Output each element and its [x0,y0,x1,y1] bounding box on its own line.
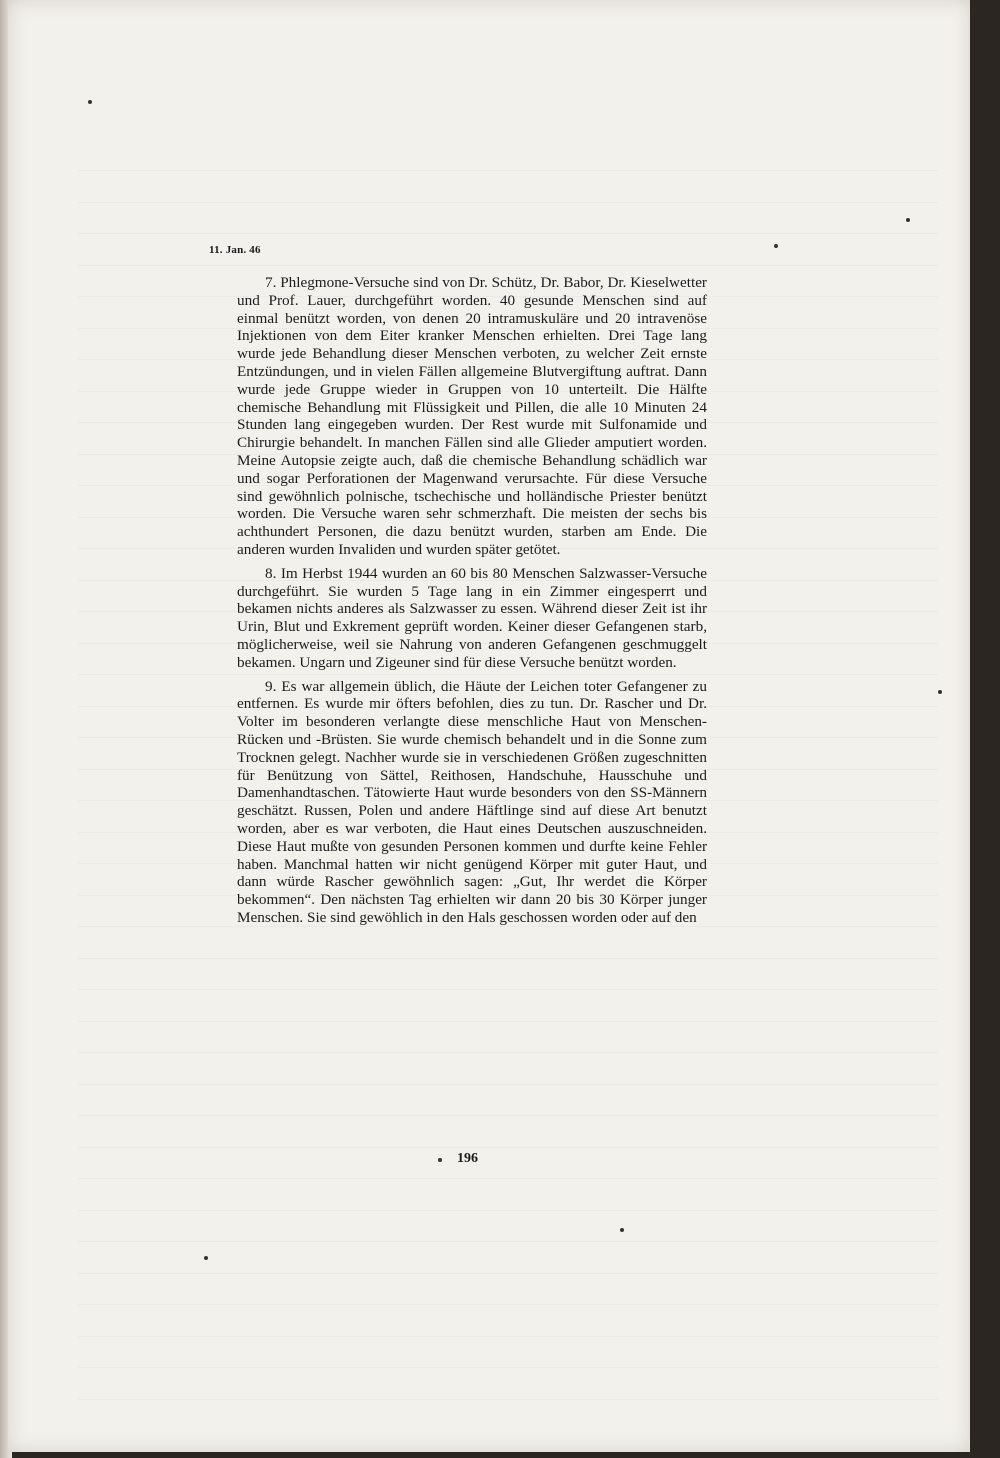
paragraph-8: 8. Im Herbst 1944 wurden an 60 bis 80 Menschen Salzwasser-Versuche durchgeführt. Sie wurden 5 Tage lang in ein Zimmer eingesperrt und bekamen nichts anderes als Salzwasser zu essen. Während dieser Zeit ist ihr Urin, Blut und Exkrement geprüft worden. Keiner dieser Gefangenen starb, möglicherweise, weil sie Nahrung von anderen Gefangenen geschmuggelt bekamen. Ungarn und Zigeuner sind für diese Versuche benützt worden. [237,564,707,671]
ghost-table-rule [78,1367,938,1368]
ghost-table-rule [78,1084,938,1085]
ghost-table-rule [78,265,938,266]
ghost-table-rule [78,958,938,959]
document-page [8,0,970,1452]
ghost-table-rule [78,1147,938,1148]
ghost-table-rule [78,1336,938,1337]
speck-mark [774,244,778,248]
scan-background [970,0,1000,1458]
ghost-table-rule [78,1399,938,1400]
speck-mark [88,100,92,104]
ghost-table-rule [78,233,938,234]
ghost-table-rule [78,989,938,990]
page-number: 196 [457,1151,478,1166]
speck-mark [938,690,942,694]
ghost-table-rule [78,170,938,171]
ghost-table-rule [78,1210,938,1211]
speck-mark [620,1228,624,1232]
ghost-table-rule [78,1273,938,1274]
ghost-table-rule [78,1052,938,1053]
ghost-table-rule [78,202,938,203]
paragraph-9: 9. Es war allgemein üblich, die Häute der Leichen toter Gefangener zu entfernen. Es wurde mir öfters befohlen, dies zu tun. Dr. Rascher und Dr. Volter im besonderen verlangte diese menschliche Haut von Menschen-Rücken und -Brüsten. Sie wurde chemisch behandelt und in die Sonne zum Trocknen gelegt. Nachher wurde sie in verschiedenen Größen zugeschnitten für Benützung von Sättel, Reithosen, Handschuhe, Hausschuhe und Damenhandtaschen. Tätowierte Haut wurde besonders von den SS-Männern geschätzt. Russen, Polen und andere Häftlinge sind auf diese Art benutzt worden, aber es war verboten, die Haut eines Deutschen auszuschneiden. Diese Haut mußte von gesunden Personen kommen und durfte keine Fehler haben. Manchmal hatten wir nicht genügend Körper mit guter Haut, und dann würde Rascher gewöhnlich sagen: „Gut, Ihr werdet die Körper bekommen“. Den nächsten Tag erhielten wir dann 20 bis 30 Körper junger Menschen. Sie sind gewöhlich in den Hals geschossen worden oder auf den [237,677,707,926]
ghost-table-rule [78,1021,938,1022]
speck-mark [438,1158,442,1162]
ghost-table-rule [78,1115,938,1116]
ghost-table-rule [78,1304,938,1305]
body-text [237,274,707,933]
page-date: 11. Jan. 46 [209,244,261,256]
ghost-table-rule [78,1241,938,1242]
speck-mark [906,218,910,222]
paragraph-7: 7. Phlegmone-Versuche sind von Dr. Schütz, Dr. Babor, Dr. Kieselwetter und Prof. Lauer, durchgeführt worden. 40 gesunde Menschen sind auf einmal benützt worden, von denen 20 intramuskuläre und 20 intravenöse Injektionen von dem Eiter kranker Menschen erhielten. Drei Tage lang wurde jede Behandlung dieser Menschen verboten, zu welcher Zeit ernste Entzündungen, und in vielen Fällen allgemeine Blutvergiftung auftrat. Dann wurde jede Gruppe wieder in Gruppen von 10 unterteilt. Die Hälfte chemische Behandlung mit Flüssigkeit und Pillen, die alle 10 Minuten 24 Stunden lang eingegeben wurden. Der Rest wurde mit Sulfonamide und Chirurgie behandelt. In manchen Fällen sind alle Glieder amputiert worden. Meine Autopsie zeigte auch, daß die chemische Behandlung schädlich war und sogar Perforationen der Magenwand verursachte. Für diese Versuche sind gewöhnlich polnische, tschechische und holländische Priester benützt worden. Die Versuche waren sehr schmerzhaft. Die meisten der sechs bis achthundert Personen, die dazu benützt wurden, starben am Ende. Die anderen wurden Invaliden und wurden später getötet. [237,274,707,558]
ghost-table-rule [78,1178,938,1179]
speck-mark [204,1256,208,1260]
